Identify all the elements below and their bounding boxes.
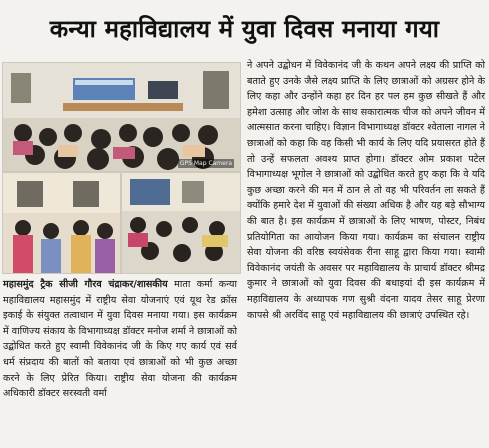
article-right-body: ने अपने उद्बोधन में विवेकानंद जी के कथन अपने लक्ष्य की प्राप्ति को बताते हुए उनके जैसे लक्ष्य प्राप्ति के लिए छात्राओं को अग्रसर होने के लिए कहा और उन्होंने कहा हर दिन हर पल हम कुछ सीखते हैं और हमेशा उत्साह और जोश के साथ सकारात्मक चीज को अपने जीवन में आत्मसात करना चाहिए। विज्ञान विभागाध्यक्ष डॉक्टर श्वेताला नागल ने छात्राओं को कहा कि वह किसी भी कार्य के लिए यदि प्रयासरत होते हैं तो उन्हें सफलता अवश्य प्राप्त होगा। डॉक्टर ओम प्रकाश पटेल विभागाध्यक्ष भूगोल ने छात्राओं को उद्बोधित करते हुए कहा कि वे यदि कुछ अच्छा करने की मन में ठान ले तो वह भी परिवर्तन ला सकते हैं क्योंकि हमारे देश में युवाओं की संख्या अधिक है और यह बड़े सौभाग्य की बात है। इस कार्यक्रम में छात्राओं के लिए भाषण, पोस्टर, निबंध प्रतियोगिता का आयोजन किया गया। कार्यक्रम का संचालन राष्ट्रीय सेवा योजना की वरिष्ठ स्वयंसेवक रीना साहू द्वारा किया गया। स्वामी विवेकानंद जयंती के अवसर पर महाविद्यालय के प्राचार्य डॉक्टर श्रीमद्र कुमार ने छात्राओं को युवा दिवस की बधाइयां दी इस कार्यक्रम में महाविद्यालय के अध्यापक गण सुश्री वंदना यादव तेसर साहू प्रेरणा कापसे श्री अरविंद साहू एवं महाविद्यालय की छात्राएं उपस्थित रहे। [247,60,485,321]
article-left-column [3,277,237,402]
article-right-column [247,58,485,323]
headline: कन्या महाविद्यालय में युवा दिवस मनाया गया [49,14,440,43]
students-photo-right [121,172,241,274]
students-photo-left [2,172,121,274]
photo-watermark: GPS Map Camera [179,160,232,167]
event-hall-photo [2,62,241,172]
article-left-body: माता कर्मा कन्या महाविद्यालय महासमुंद में राष्ट्रीय सेवा योजनाएं एवं यूथ रेड क्रॉस इकाई के संयुक्त तत्वाधान में युवा दिवस मनाया गया। इस कार्यक्रम में वाणिज्य संकाय के विभागाध्यक्ष डॉक्टर मनोज शर्मा ने छात्राओं को उद्बोधित करते हुए स्वामी विवेकानंद जी के किए गए कार्य एवं सर्व धर्म संप्रदाय की बातों को बताया एवं छात्राओं को भी कुछ अच्छा करने के लिए प्रेरित किया। राष्ट्रीय सेवा योजना की कार्यक्रम अधिकारी डॉक्टर सरस्वती वर्मा [3,279,237,400]
article-dateline: महासमुंद ट्रैक सीजी गौरव चंद्राकर/शासकीय [3,279,168,290]
